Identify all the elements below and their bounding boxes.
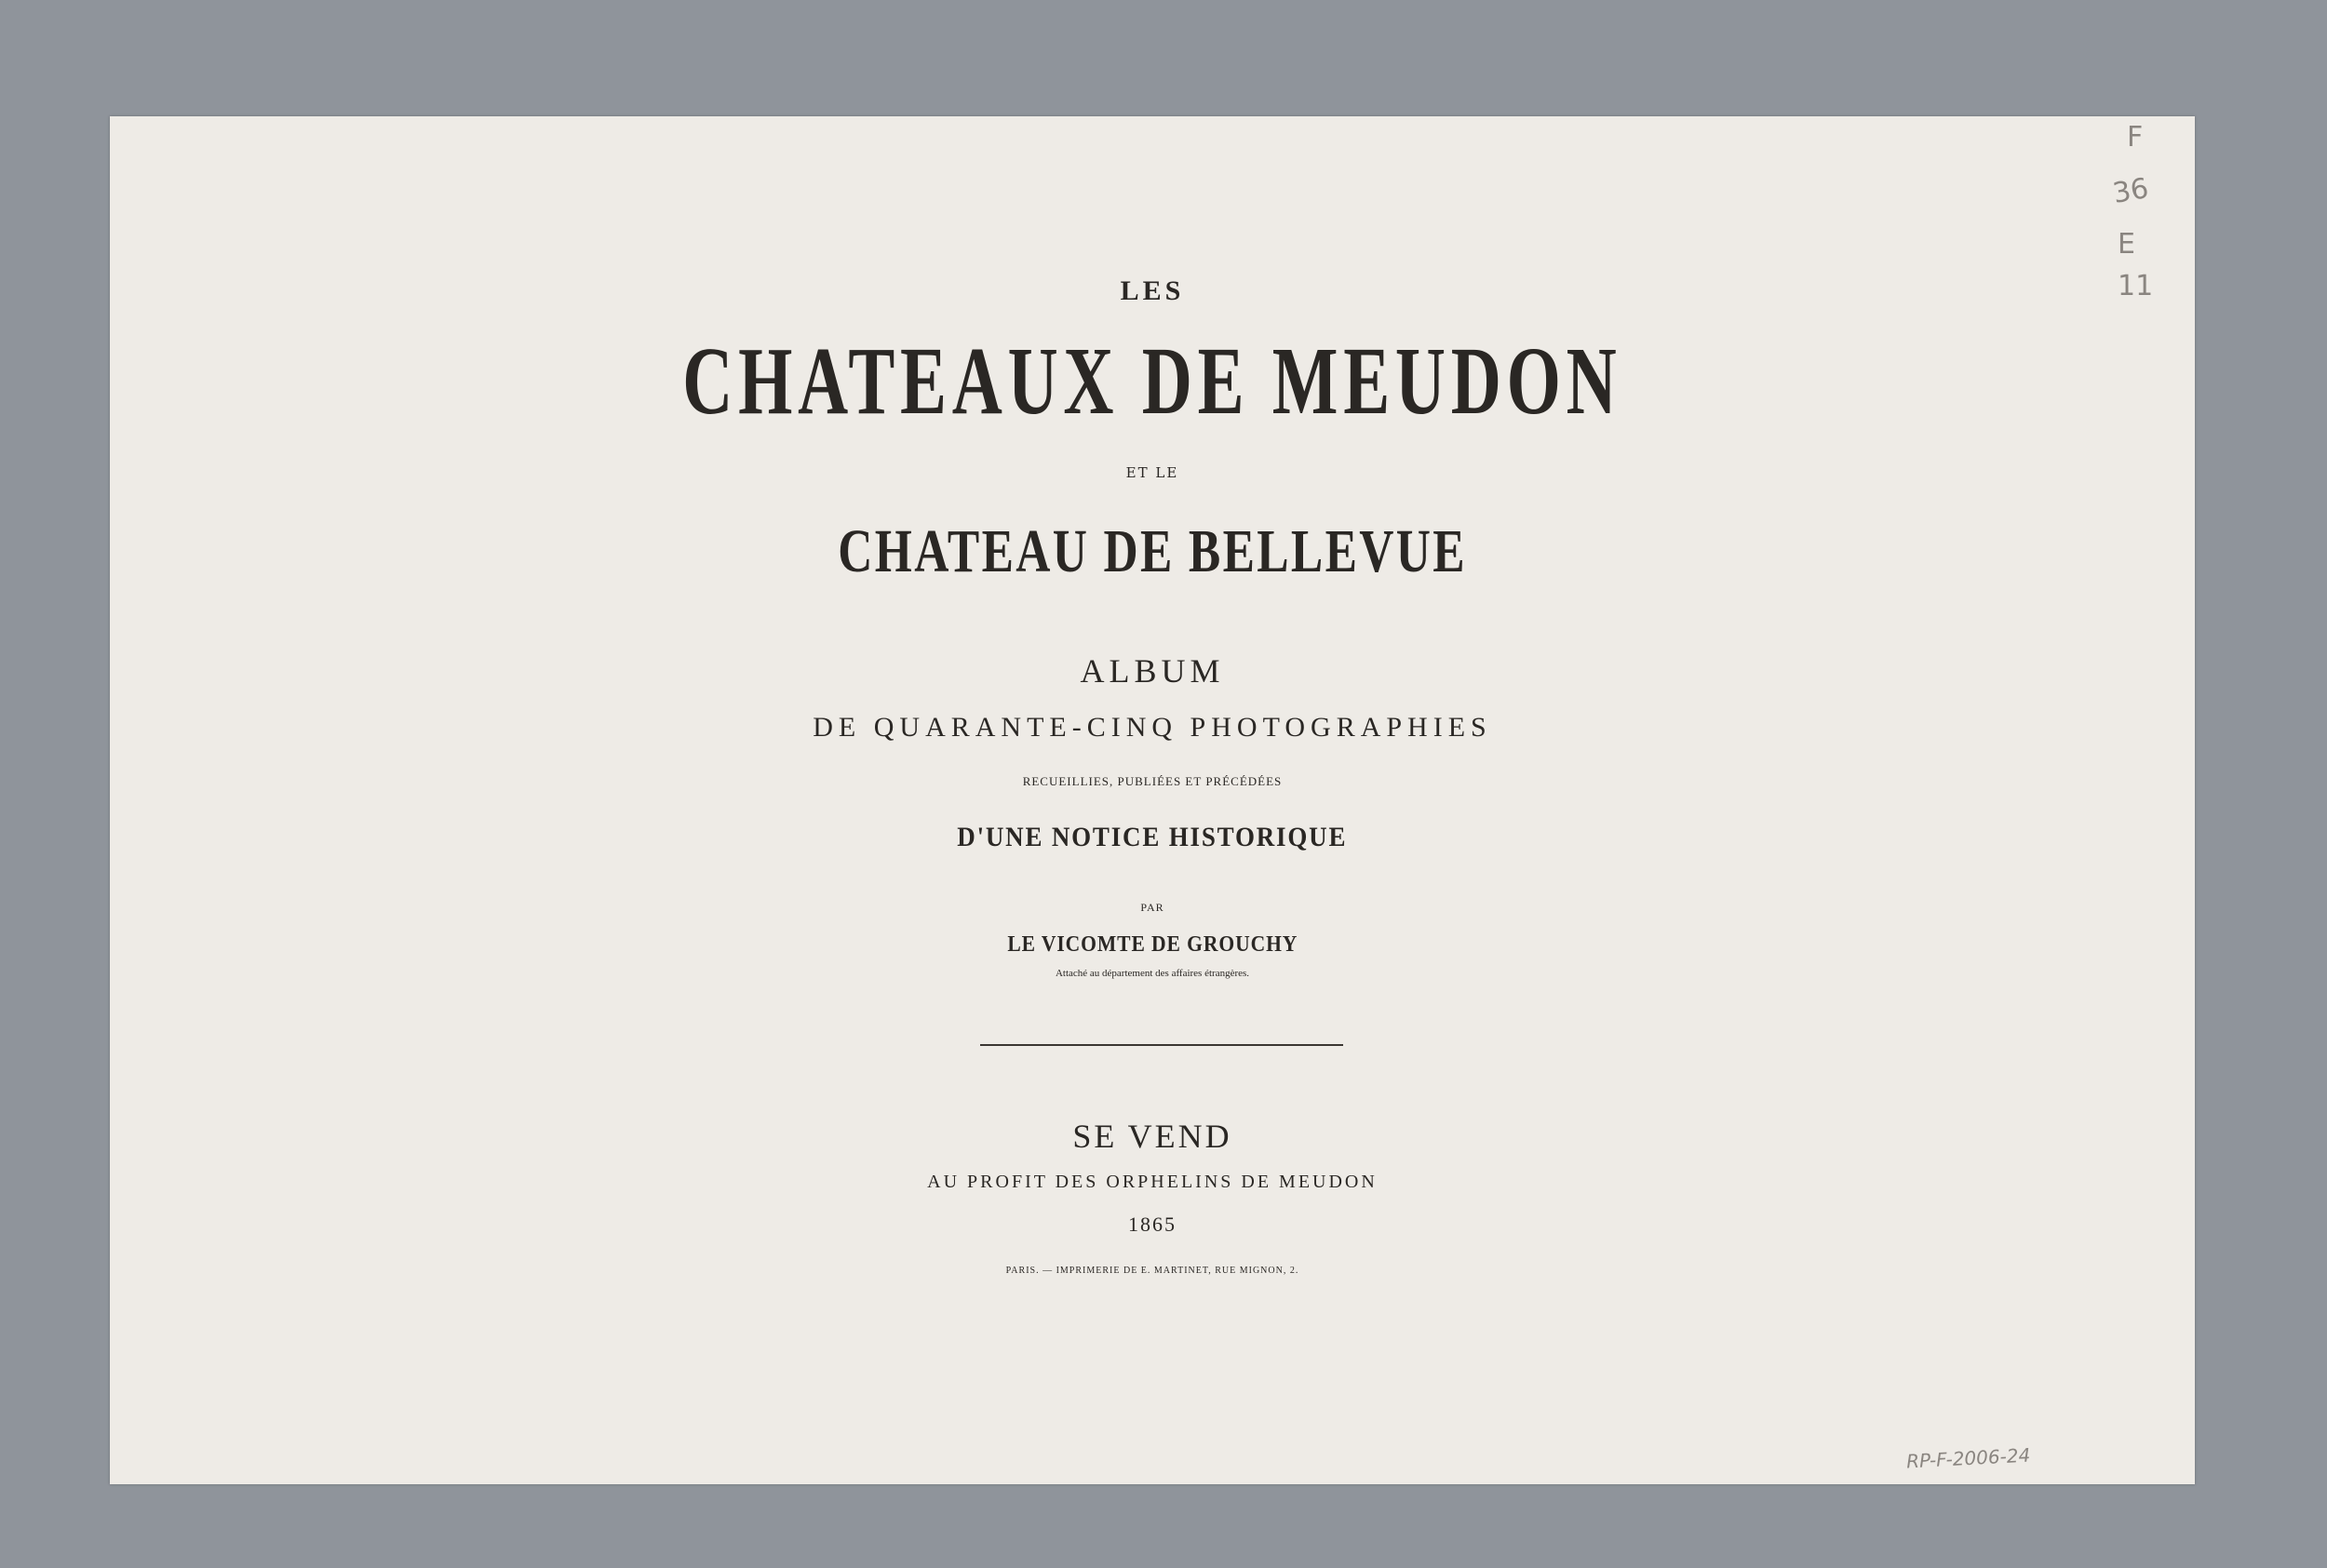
photographies-line: DE QUARANTE-CINQ PHOTOGRAPHIES — [813, 712, 1492, 743]
profit-line: AU PROFIT DES ORPHELINS DE MEUDON — [927, 1172, 1378, 1192]
title-page-sheet — [110, 116, 2195, 1484]
author-name: LE VICOMTE DE GROUCHY — [1007, 932, 1298, 957]
shelf-mark-e: E — [2118, 228, 2135, 261]
divider-rule — [980, 1044, 1343, 1046]
shelf-mark-11: 11 — [2118, 270, 2154, 302]
title-les: LES — [1120, 275, 1185, 306]
shelf-mark-f: F — [2127, 121, 2144, 154]
second-title: CHATEAU DE BELLEVUE — [838, 517, 1467, 585]
inventory-number: RP-F-2006-24 — [1905, 1443, 2031, 1473]
main-title: CHATEAUX DE MEUDON — [682, 328, 1622, 435]
publication-year: 1865 — [1128, 1213, 1177, 1236]
notice-line: D'UNE NOTICE HISTORIQUE — [957, 822, 1348, 852]
title-et-le: ET LE — [1125, 464, 1179, 481]
se-vend-line: SE VEND — [1072, 1118, 1232, 1155]
author-note: Attaché au département des affaires étrangères. — [1055, 968, 1250, 979]
recueillies-line: RECUEILLIES, PUBLIÉES ET PRÉCÉDÉES — [1022, 774, 1283, 788]
shelf-mark-36: 36 — [2110, 171, 2151, 211]
album-heading: ALBUM — [1080, 652, 1225, 690]
printer-imprint: PARIS. — IMPRIMERIE DE E. MARTINET, RUE MIGNON, 2. — [1005, 1266, 1299, 1276]
par-line: PAR — [1140, 901, 1164, 914]
